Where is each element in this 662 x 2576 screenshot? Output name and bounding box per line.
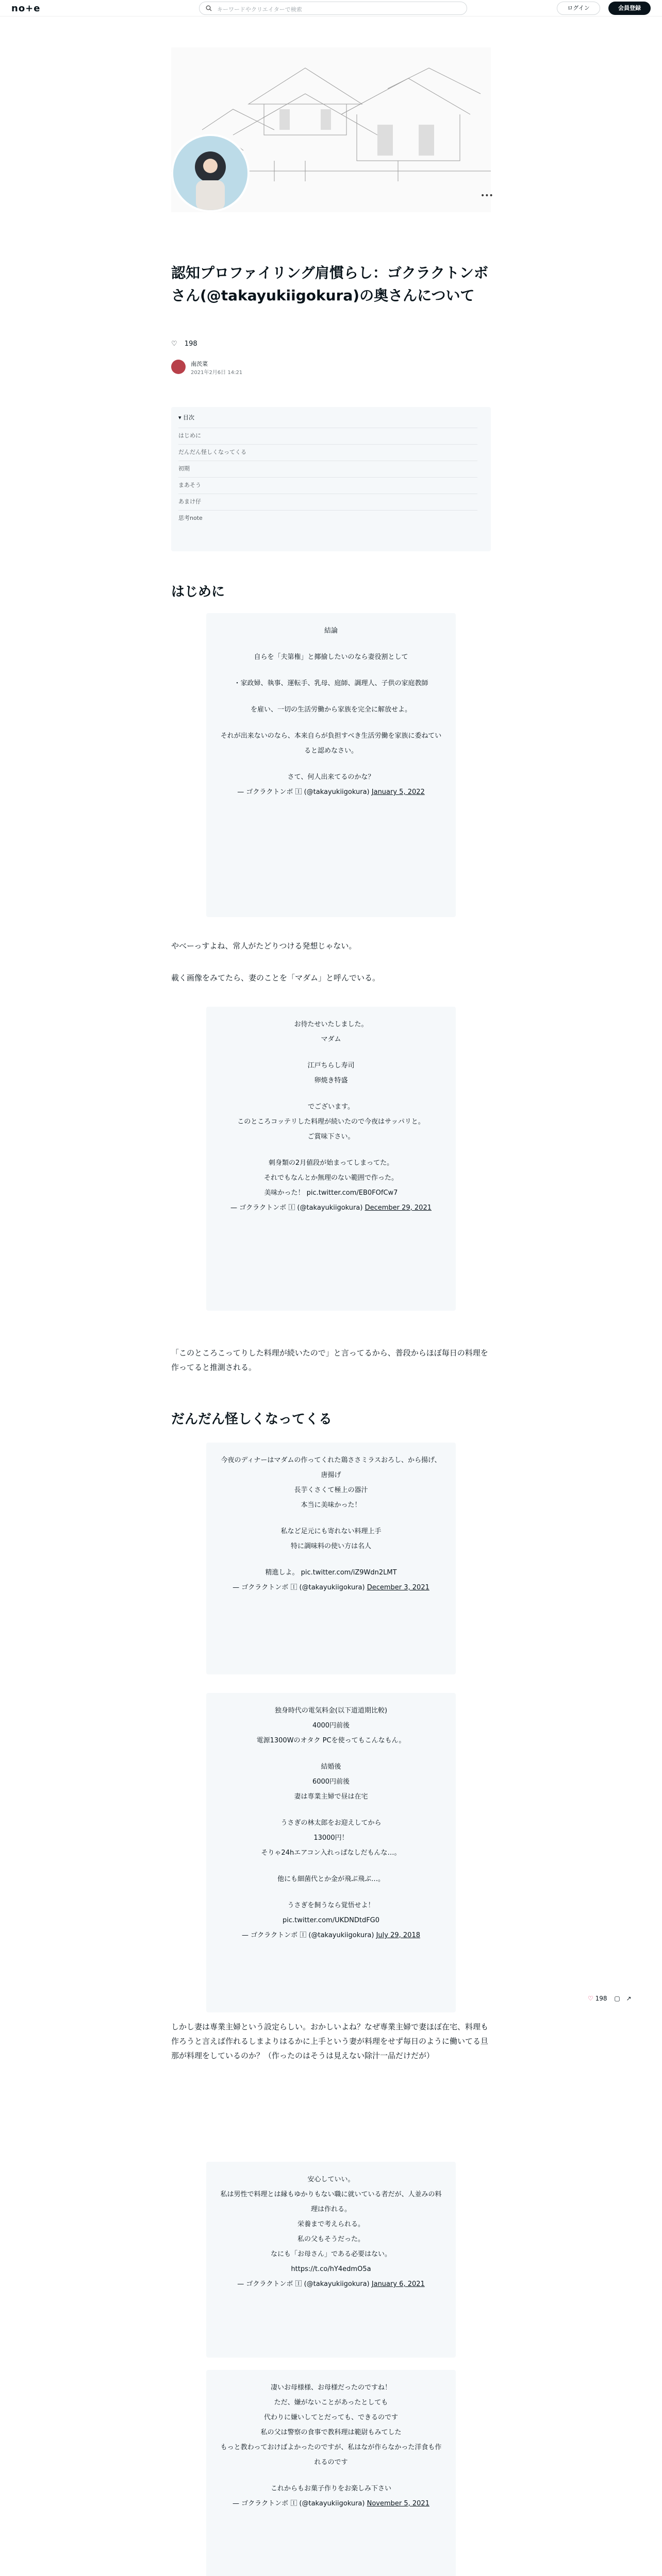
- toc-item[interactable]: 初期: [178, 461, 477, 476]
- tweet-attribution: [218, 1580, 444, 1595]
- tweet-line: [218, 1748, 444, 1759]
- tweet-line: [218, 1804, 444, 1816]
- tweet-line: [218, 691, 444, 702]
- share-icon[interactable]: ↗: [626, 1995, 632, 2002]
- tweet-line: 4000円前後: [312, 1722, 350, 1730]
- comment-icon[interactable]: ▢: [614, 1995, 620, 2002]
- tweet-line: 結論: [324, 627, 338, 635]
- tweet-line: pic.twitter.com/UKDNDtdFG0: [282, 1917, 380, 1924]
- tweet-line: 刺身類の2月値段が始まってしまってた。: [268, 1159, 394, 1167]
- tweet-line: 江戸ちらし寿司: [307, 1062, 355, 1070]
- tweet-line: お待たせいたしました。: [294, 1021, 368, 1028]
- section-heading: はじめに: [171, 584, 225, 600]
- paragraph: 「このところこってりした料理が続いたので」と言ってるから、普段からほぼ毎日の料理を作ってると推測される。: [171, 1348, 488, 1372]
- toc-item[interactable]: はじめに: [178, 428, 477, 443]
- tweet-line: [218, 1047, 444, 1058]
- tweet-line: うさぎを飼うなら覚悟せよ！: [287, 1902, 375, 1909]
- paragraph: やべーっすよね、常人がたどりつける発想じゃない。: [171, 941, 357, 951]
- tweet-date-link[interactable]: December 29, 2021: [365, 1204, 432, 1212]
- tweet-line: 特に調味料の使い方は名人: [290, 1543, 371, 1550]
- tweet-line: 美味かった！ pic.twitter.com/EB0FOfCw7: [264, 1189, 398, 1197]
- tweet-line: このところコッテリした料理が続いたので今夜はサッパリと。: [237, 1118, 425, 1126]
- tweet-line: [218, 665, 444, 676]
- tweet-line: さて、何人出来てるのかな？: [287, 773, 375, 781]
- tweet-line: それが出来ないのなら、本来自らが負担すべき生活労働を家族に委ねていると認めなさい。: [220, 732, 442, 755]
- tweet-line: [218, 2470, 444, 2481]
- tweet-line: 私の父は警察の食事で教科理は範尉もみてした: [260, 2429, 402, 2436]
- note-logo[interactable]: no+e: [11, 3, 41, 14]
- embedded-tweet: [206, 1693, 456, 2012]
- tweet-line: を雇い、一切の生活労働から家族を完全に解放せよ。: [250, 706, 411, 714]
- tweet-line: ご賞味下さい。: [307, 1133, 355, 1141]
- tweet-line: 結婚後: [321, 1763, 341, 1771]
- toc-item[interactable]: まあそう: [178, 477, 477, 493]
- toc-item[interactable]: あまけ仔: [178, 494, 477, 509]
- tweet-line: 他にも細菌代とか金が飛ぶ飛ぶ…。: [277, 1875, 385, 1883]
- embedded-tweet: [206, 2162, 456, 2358]
- tweet-attribution: [218, 2496, 444, 2511]
- tweet-author[interactable]: — ゴクラクトンボ 🄸 (@takayukiigokura): [233, 1584, 367, 1591]
- tweet-line: 今夜のディナーはマダムの作ってくれた鶏ささミラスおろし、から揚げ、唐揚げ: [221, 1456, 441, 1479]
- embedded-tweet: [206, 1007, 456, 1311]
- like-count: 198: [184, 340, 197, 348]
- tweet-date-link[interactable]: January 6, 2021: [371, 2280, 425, 2288]
- search-placeholder: キーワードやクリエイターで検索: [217, 6, 302, 13]
- tweet-line: [218, 1513, 444, 1524]
- paragraph: しかし妻は専業主婦という設定らしい。おかしいよね？なぜ専業主婦で妻ほぼ在宅、料理も作ろうと言えば作れるしまよりはるかに上手という妻が料理をせず毎日のように働いてる旦那が料理をしているのか？（作ったのはそうは見えない除汁一品だけだが）: [171, 2022, 489, 2060]
- tweet-line: 私の父もそうだった。: [297, 2235, 365, 2243]
- tweet-line: マダム: [321, 1036, 341, 1043]
- more-menu-icon[interactable]: •••: [481, 192, 493, 200]
- tweet-line: 独身時代の電気料金(以下道道期比較): [274, 1707, 388, 1715]
- toc-item[interactable]: 思考note: [178, 510, 477, 526]
- tweet-attribution: [218, 1928, 444, 1943]
- tweet-line: でございます。: [308, 1103, 354, 1111]
- creator-avatar[interactable]: [171, 134, 250, 212]
- table-of-contents: [171, 407, 491, 551]
- author-avatar[interactable]: [171, 360, 186, 374]
- tweet-line: https://t.co/hY4edmO5a: [291, 2265, 371, 2273]
- embedded-tweet: [206, 2370, 456, 2576]
- tweet-date-link[interactable]: July 29, 2018: [376, 1931, 420, 1939]
- tweet-line: これからもお菓子作りをお楽しみ下さい: [270, 2485, 391, 2493]
- tweet-line: 私など足元にも寄れない料理上手: [280, 1528, 382, 1535]
- tweet-line: 本当に美味かった！: [301, 1501, 361, 1509]
- tweet-author[interactable]: — ゴクラクトンボ 🄸 (@takayukiigokura): [237, 2280, 372, 2288]
- tweet-line: 自らを「夫第権」と揶揄したいのなら妻役割として: [254, 653, 408, 661]
- tweet-attribution: [218, 2277, 444, 2292]
- paragraph: 載く画像をみてたら、妻のことを「マダム」と呼んでいる。: [171, 973, 380, 982]
- tweet-attribution: [218, 1200, 444, 1215]
- tweet-line: [218, 1554, 444, 1565]
- tweet-line: 精進しよ。 pic.twitter.com/iZ9Wdn2LMT: [265, 1569, 397, 1577]
- tweet-line: そりゃ24hエアコン入れっぱなしだもんな…。: [261, 1849, 401, 1857]
- publish-date: 2021年2月6日 14:21: [191, 370, 243, 376]
- tweet-line: 卵焼き特盛: [314, 1077, 348, 1084]
- tweet-line: [218, 1860, 444, 1872]
- tweet-line: もっと教わっておけばよかったのですが、私はなが作らなかった洋食も作れるのです: [220, 2444, 442, 2466]
- heart-icon[interactable]: ♡: [588, 1995, 593, 2002]
- tweet-line: [218, 1887, 444, 1898]
- section-heading: だんだん怪しくなってくる: [171, 1412, 333, 1427]
- tweet-line: 13000円！: [313, 1834, 349, 1842]
- tweet-line: [218, 717, 444, 728]
- tweet-line: うさぎの林太郎をお迎えしてから: [280, 1819, 382, 1827]
- tweet-line: 栄養まで考えられる。: [297, 2221, 365, 2228]
- tweet-author[interactable]: — ゴクラクトンボ 🄸 (@takayukiigokura): [242, 1931, 376, 1939]
- login-button[interactable]: ログイン: [557, 2, 600, 15]
- tweet-line: [218, 1144, 444, 1156]
- tweet-date-link[interactable]: November 5, 2021: [367, 2500, 429, 2507]
- search-input[interactable]: [199, 2, 467, 15]
- tweet-line: 6000円前後: [312, 1778, 350, 1786]
- tweet-line: [218, 1088, 444, 1099]
- toc-item[interactable]: だんだん怪しくなってくる: [178, 444, 477, 460]
- author-name[interactable]: 南茨菜: [191, 361, 208, 367]
- tweet-line: 代わりに嫌いしてとだっても、できるのです: [263, 2414, 398, 2421]
- tweet-line: [218, 638, 444, 650]
- site-header: [0, 0, 662, 16]
- like-count: 198: [595, 1995, 607, 2002]
- tweet-line: 安心していい。: [307, 2176, 355, 2183]
- tweet-line: ただ、嫌がないことがあったとしても: [274, 2399, 388, 2406]
- embedded-tweet: [206, 1443, 456, 1674]
- tweet-line: ・家政婦、執事、運転手、乳母、庭師、調理人、子供の家庭教師: [234, 680, 428, 687]
- embedded-tweet: [206, 613, 456, 917]
- floating-actions: [588, 1995, 632, 2005]
- tweet-author[interactable]: — ゴクラクトンボ 🄸 (@takayukiigokura): [237, 788, 372, 796]
- tweet-author[interactable]: — ゴクラクトンボ 🄸 (@takayukiigokura): [233, 2500, 367, 2507]
- tweet-line: なにも「お母さん」である必要はない。: [270, 2250, 391, 2258]
- tweet-line: それでもなんとか無理のない範囲で作った。: [263, 1174, 398, 1182]
- tweet-line: 私は男性で料理とは縁もゆかりもない職に就いている者だが、人並みの料理は作れる。: [220, 2191, 442, 2213]
- tweet-date-link[interactable]: December 3, 2021: [367, 1584, 429, 1591]
- tweet-author[interactable]: — ゴクラクトンボ 🄸 (@takayukiigokura): [230, 1204, 365, 1212]
- like-row[interactable]: [171, 340, 197, 351]
- heart-icon[interactable]: ♡: [171, 340, 177, 348]
- tweet-attribution: [218, 785, 444, 800]
- tweet-line: [218, 758, 444, 770]
- register-button[interactable]: 会員登録: [608, 2, 651, 15]
- tweet-date-link[interactable]: January 5, 2022: [371, 788, 425, 796]
- tweet-line: 長芋くさくて極上の器汁: [294, 1486, 368, 1494]
- toc-heading[interactable]: ▾ 目次: [178, 414, 195, 421]
- tweet-line: 妻は専業主婦で昼は在宅: [294, 1793, 368, 1801]
- search-icon: [206, 5, 212, 11]
- article-title: 認知プロファイリング肩慣らし：ゴクラクトンボさん(@takayukiigokura)の奥さんについて: [171, 264, 488, 304]
- tweet-line: 凄いお母様様、お母様だったのですね！: [270, 2384, 391, 2392]
- tweet-line: 電源1300Wのオタク PCを使ってもこんなもん。: [256, 1737, 406, 1744]
